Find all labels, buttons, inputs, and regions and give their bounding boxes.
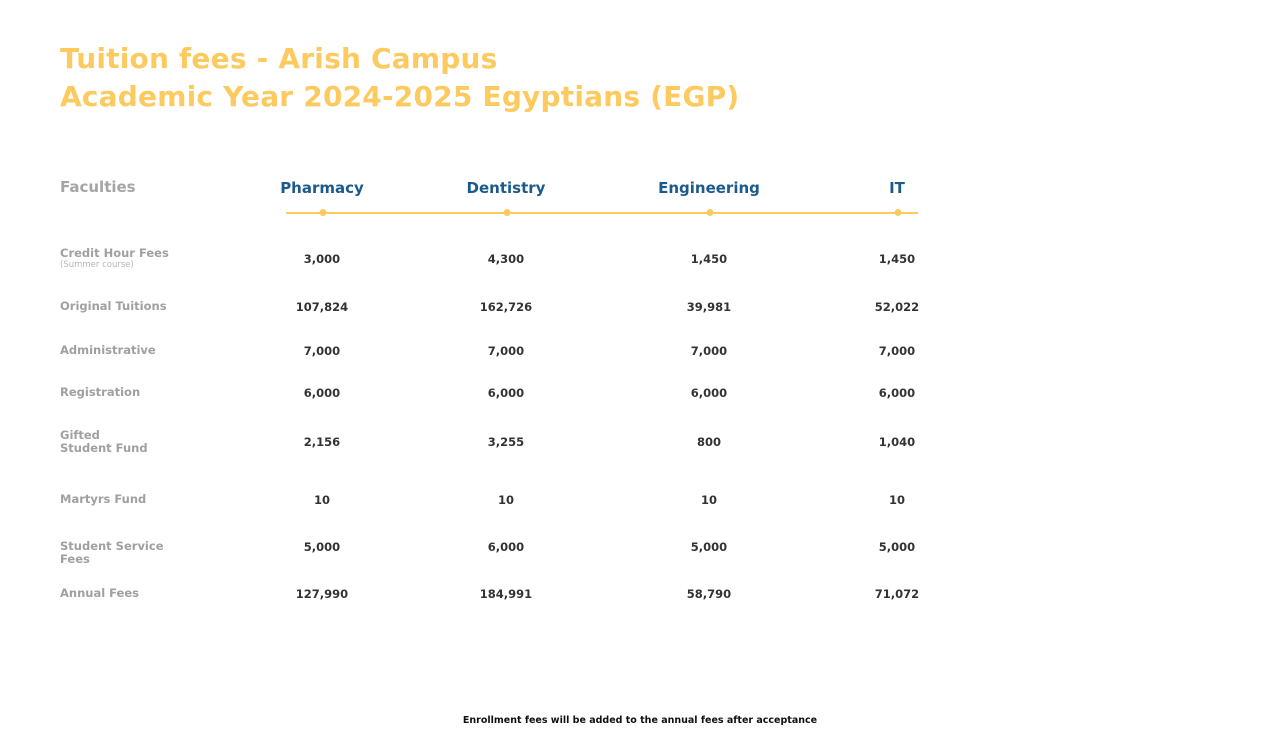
row-label [60,386,190,399]
table-cell: 5,000 [303,540,341,554]
column-marker-dot [707,209,714,216]
table-cell: 127,990 [295,587,349,601]
table-cell: 71,072 [874,587,920,601]
table-cell: 5,000 [690,540,728,554]
row-label-text: Student Service Fees [60,539,164,566]
table-cell: 10 [497,493,515,507]
row-label [60,429,155,455]
table-cell: 1,450 [690,252,728,266]
column-header-dentistry: Dentistry [466,179,546,197]
table-cell: 7,000 [303,344,341,358]
table-cell: 58,790 [686,587,732,601]
table-cell: 6,000 [487,540,525,554]
faculties-header: Faculties [60,178,136,196]
header-divider [286,212,918,214]
table-cell: 10 [888,493,906,507]
table-cell: 39,981 [686,300,732,314]
table-cell: 6,000 [303,386,341,400]
table-cell: 107,824 [295,300,349,314]
row-label-text: Martyrs Fund [60,492,147,506]
row-label-text: Original Tuitions [60,299,167,313]
table-cell: 7,000 [487,344,525,358]
row-label-text: Annual Fees [60,586,140,600]
table-cell: 6,000 [487,386,525,400]
column-marker-dot [504,209,511,216]
row-label-text: Credit Hour Fees [60,246,169,260]
footnote: Enrollment fees will be added to the annual fees after acceptance [462,715,818,726]
column-header-engineering: Engineering [658,179,760,197]
row-label [60,344,190,357]
row-label-text: Gifted Student Fund [60,428,148,455]
table-cell: 2,156 [303,435,341,449]
table-cell: 7,000 [878,344,916,358]
row-sublabel: (Summer course) [60,260,134,270]
column-header-it: IT [889,179,905,197]
table-cell: 1,450 [878,252,916,266]
table-cell: 7,000 [690,344,728,358]
row-label-text: Administrative [60,343,156,357]
table-cell: 162,726 [479,300,533,314]
page-title: Tuition fees - Arish Campus [60,42,498,75]
table-cell: 184,991 [479,587,533,601]
row-label [60,247,190,271]
column-marker-dot [895,209,902,216]
table-cell: 6,000 [690,386,728,400]
column-header-pharmacy: Pharmacy [280,179,364,197]
page-subtitle: Academic Year 2024-2025 Egyptians (EGP) [60,80,740,113]
table-cell: 10 [313,493,331,507]
table-cell: 1,040 [878,435,916,449]
row-label [60,300,190,313]
table-cell: 5,000 [878,540,916,554]
table-cell: 4,300 [487,252,525,266]
row-label [60,540,190,566]
table-cell: 6,000 [878,386,916,400]
row-label [60,587,190,600]
table-cell: 800 [696,435,722,449]
row-label [60,493,190,506]
table-cell: 3,255 [487,435,525,449]
column-marker-dot [320,209,327,216]
table-cell: 10 [700,493,718,507]
row-label-text: Registration [60,385,141,399]
table-cell: 52,022 [874,300,920,314]
table-cell: 3,000 [303,252,341,266]
